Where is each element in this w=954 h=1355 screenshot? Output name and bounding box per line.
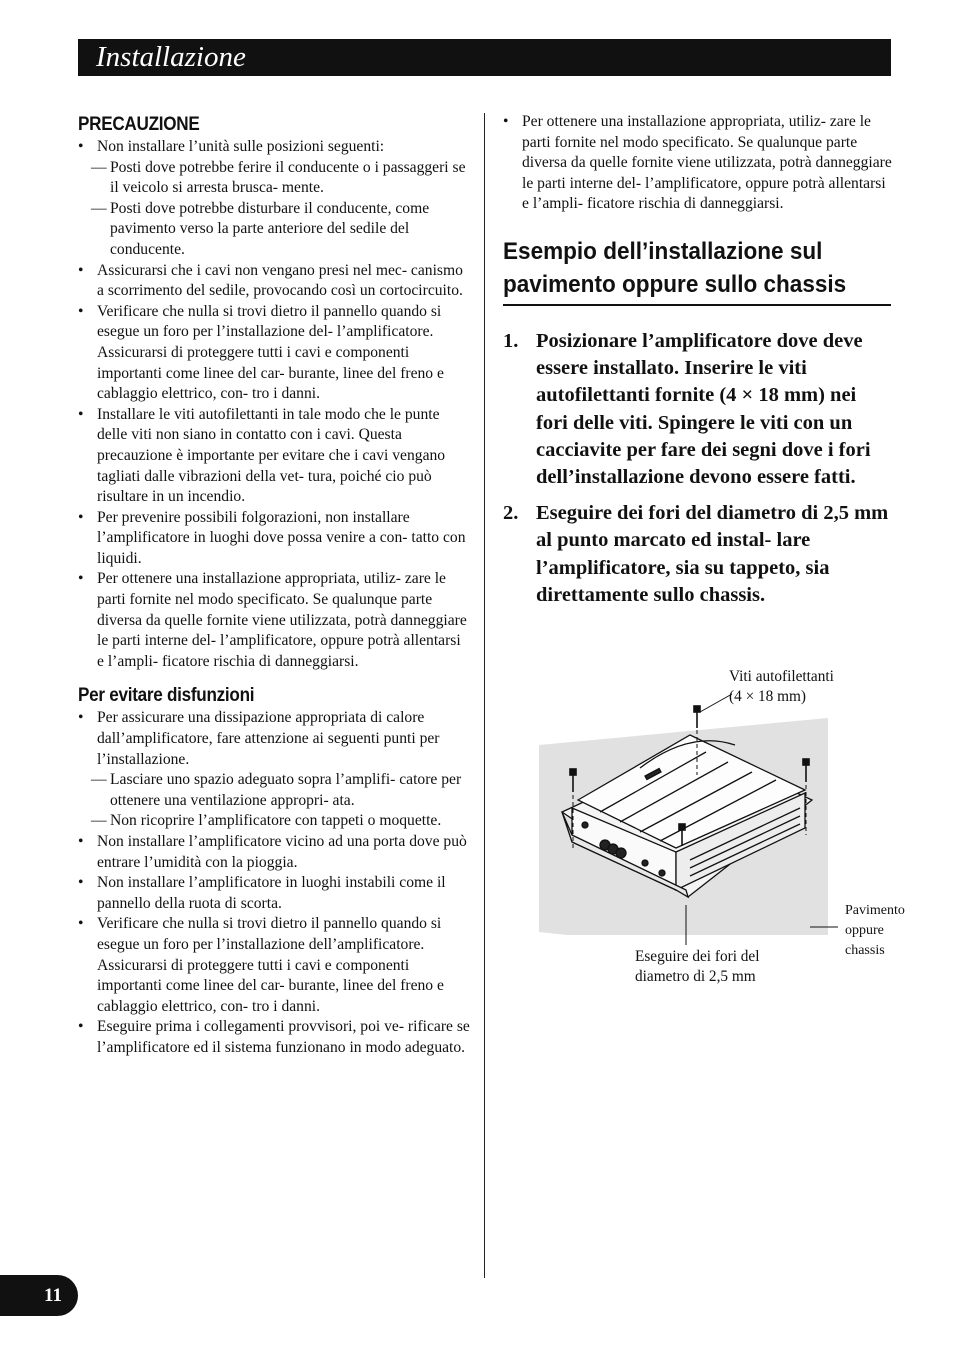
step-text: Posizionare l’amplificatore dove deve essere installato. Inserire le viti autofilettanti fornite (4 × 18 mm) nei fori delle viti. Spingere le viti con un cacciavite per fare dei segni dove i fori dell’installazione devono essere fatti.: [536, 329, 871, 488]
list-item-text: Installare le viti autofilettanti in tale modo che le punte delle viti non siano in contatto con i cavi. Questa precauzione è importante per evitare che i cavi vengano tagliati dalle vibrazioni della vet- tura, poiché cio può risultare in un incendio.: [97, 405, 446, 506]
sub-item-text: Posti dove potrebbe ferire il conducente o i passaggeri se il veicolo si arresta brusca- mente.: [110, 158, 466, 197]
bullet-icon: •: [78, 302, 84, 320]
label-holes-line-2: diametro di 2,5 mm: [635, 968, 756, 985]
bullet-icon: •: [78, 874, 84, 892]
bullet-icon: •: [503, 113, 509, 130]
bullet-icon: •: [78, 915, 84, 933]
list-item: • Per ottenere una installazione appropriata, utiliz- zare le parti fornite nel modo specificato. Se qualunque parte diversa da quelle fornite viene utilizzata, potrà danneggiare le parti interne del- l’amplificatore, oppure potrà allentarsi e l’ampli- ficatore rischia di danneggiarsi.: [503, 113, 892, 213]
bullet-icon: •: [78, 709, 84, 727]
page-title: Installazione: [96, 41, 246, 73]
label-floor-line-3: chassis: [845, 943, 885, 958]
list-item-text: Verificare che nulla si trovi dietro il pannello quando si esegue un foro per l’installazione dell’amplificatore. Assicurarsi di proteggere tutti i cavi e componenti importanti come linee del car- burante, linee del freno e cablaggio elettrico, con- tro i danni.: [97, 915, 444, 1015]
bullet-icon: •: [78, 508, 84, 526]
dash-icon: —: [91, 158, 107, 176]
list-item-text: Eseguire prima i collegamenti provvisori, poi ve- rificare se l’amplificatore ed il sistema funzionano in modo adeguato.: [97, 1018, 470, 1056]
bullet-icon: •: [78, 570, 84, 588]
list-item-text: Per ottenere una installazione appropriata, utiliz- zare le parti fornite nel modo specificato. Se qualunque parte diversa da quelle fornite viene utilizzata, potrà danneggiare le parti interne del- l’amplificatore, oppure potrà allentarsi e l’ampli- ficatore rischia di danneggiarsi.: [97, 570, 467, 670]
example-heading-line-1: Esempio dell’installazione sul: [503, 237, 823, 265]
list-item-text: Verificare che nulla si trovi dietro il pannello quando si esegue un foro per l’installazione del- l’amplificatore. Assicurarsi di proteggere tutti i cavi e componenti importanti come linee del car- burante, linee del freno e cablaggio elettrico, con- tro i danni.: [97, 302, 444, 403]
list-item-text: Per prevenire possibili folgorazioni, non installare l’amplificatore in luoghi dove possa venire a con- tatto con liquidi.: [97, 508, 466, 567]
list-item-text: Assicurarsi che i cavi non vengano presi nel mec- canismo a scorrimento del sedile, provocando così un cortocircuito.: [97, 261, 463, 300]
bullet-icon: •: [78, 261, 84, 279]
disfunzioni-heading: Per evitare disfunzioni: [78, 685, 255, 707]
step-number: 1.: [503, 329, 519, 352]
sub-item-text: Non ricoprire l’amplificatore con tappeti o moquette.: [110, 812, 442, 830]
list-item-text: Per assicurare una dissipazione appropriata di calore dall’amplificatore, fare attenzione ai seguenti punti per l’installazione.: [97, 709, 440, 768]
list-item-text: Non installare l’amplificatore in luoghi instabili come il pannello della ruota di scorta.: [97, 874, 446, 912]
dash-icon: —: [91, 812, 107, 830]
list-item-text: Non installare l’unità sulle posizioni seguenti:: [97, 138, 385, 155]
bullet-icon: •: [78, 138, 84, 155]
sub-item-text: Posti dove potrebbe disturbare il conducente, come pavimento verso la parte anteriore del sedile del conducente.: [110, 199, 430, 258]
label-screws-line-1: Viti autofilettanti: [729, 668, 834, 685]
step-number: 2.: [503, 502, 519, 525]
bullet-icon: •: [78, 405, 84, 423]
label-floor-line-2: oppure: [845, 923, 884, 938]
page-number: 11: [44, 1285, 62, 1306]
page-number-tab: [0, 1275, 78, 1316]
example-heading-line-2: pavimento oppure sullo chassis: [503, 270, 847, 298]
dash-icon: —: [91, 199, 107, 217]
list-item-text: Non installare l’amplificatore vicino ad una porta dove può entrare l’umidità con la pioggia.: [97, 833, 467, 871]
sub-item-text: Lasciare uno spazio adeguato sopra l’amplifi- catore per ottenere una ventilazione appropri- ata.: [110, 771, 462, 809]
label-floor-line-1: Pavimento: [845, 903, 905, 918]
dash-icon: —: [91, 771, 107, 789]
step-text: Eseguire dei fori del diametro di 2,5 mm al punto marcato ed instal- lare l’amplificatore, sia su tappeto, sia direttamente sullo chassis.: [536, 502, 889, 606]
bullet-icon: •: [78, 833, 84, 850]
precauzione-heading: PRECAUZIONE: [78, 114, 200, 135]
label-screws-line-2: (4 × 18 mm): [729, 688, 807, 705]
bullet-icon: •: [78, 1018, 84, 1036]
label-holes-line-1: Eseguire dei fori del: [635, 948, 760, 965]
